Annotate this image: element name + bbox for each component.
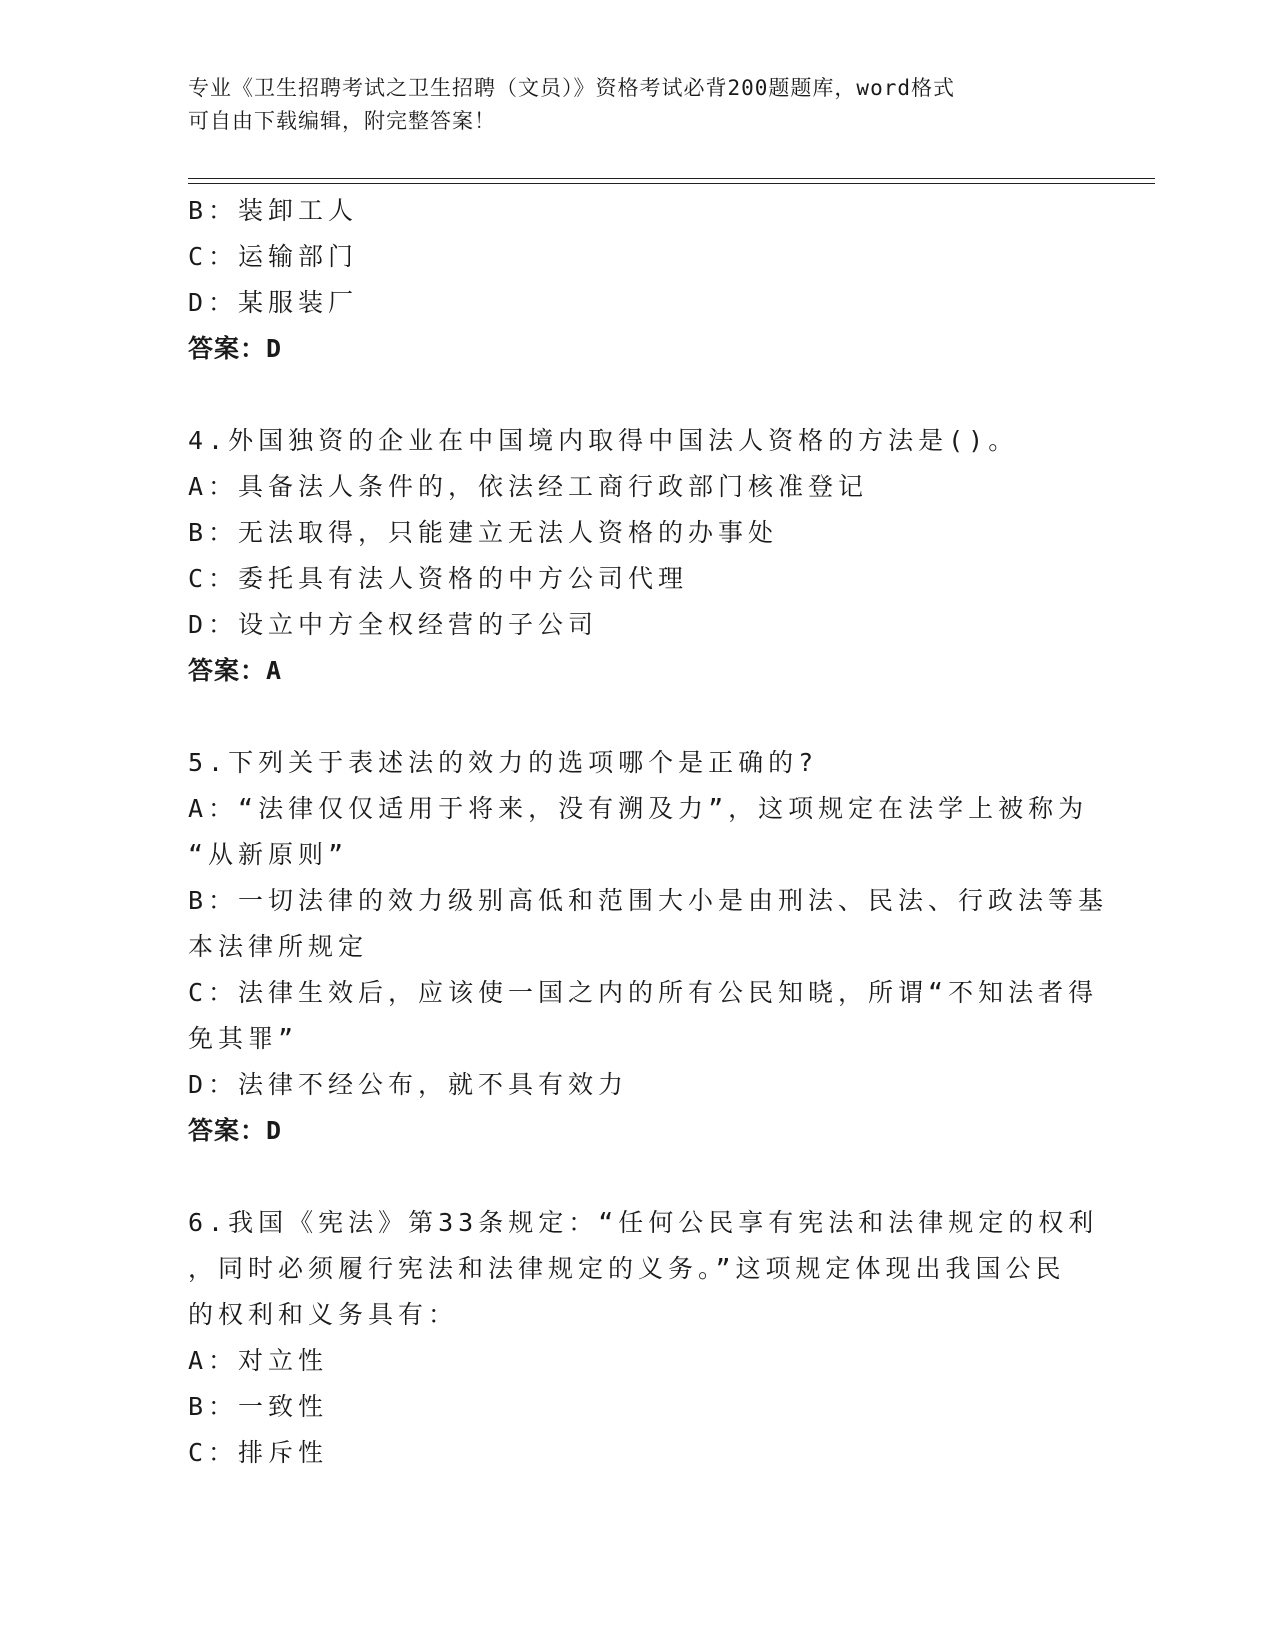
question-5: [188, 740, 1109, 1154]
question-text: 4.外国独资的企业在中国境内取得中国法人资格的方法是()。: [188, 426, 1019, 455]
question-text-line-3: 的权利和义务具有：: [188, 1300, 459, 1329]
option-b: B：一致性: [188, 1392, 329, 1421]
option-d: D：法律不经公布，就不具有效力: [188, 1070, 629, 1099]
option-b-line-2: 本法律所规定: [188, 932, 369, 961]
question-text: 5.下列关于表述法的效力的选项哪个是正确的?: [188, 748, 819, 777]
answer: 答案：A: [188, 656, 283, 685]
option-b: B：装卸工人: [188, 196, 359, 225]
spacer: [188, 1154, 1078, 1200]
option-b-line-1: B：一切法律的效力级别高低和范围大小是由刑法、民法、行政法等基: [188, 886, 1109, 915]
option-c-line-2: 免其罪”: [188, 1024, 299, 1053]
option-d: D：某服装厂: [188, 288, 359, 317]
option-a: A：具备法人条件的，依法经工商行政部门核准登记: [188, 472, 869, 501]
answer: 答案：D: [188, 1116, 283, 1145]
answer: 答案：D: [188, 334, 283, 363]
option-a-line-1: A：“法律仅仅适用于将来，没有溯及力”，这项规定在法学上被称为: [188, 794, 1089, 823]
option-a: A：对立性: [188, 1346, 329, 1375]
option-a-line-2: “从新原则”: [188, 840, 349, 869]
question-text-line-2: ，同时必须履行宪法和法律规定的义务。”这项规定体现出我国公民: [188, 1254, 1066, 1283]
question-content: [188, 188, 1109, 1476]
header-rule-top: [188, 178, 1155, 179]
header-title-line-1: 专业《卫生招聘考试之卫生招聘（文员）》资格考试必背200题题库，word格式: [188, 76, 955, 100]
spacer: [188, 372, 1078, 418]
question-4: [188, 418, 1078, 694]
option-d: D：设立中方全权经营的子公司: [188, 610, 599, 639]
option-c: C：排斥性: [188, 1438, 329, 1467]
header-rule-bottom: [188, 183, 1155, 184]
document-header: [188, 72, 1068, 138]
option-c-line-1: C：法律生效后，应该使一国之内的所有公民知晓，所谓“不知法者得: [188, 978, 1099, 1007]
header-title-line-2: 可自由下载编辑，附完整答案！: [188, 109, 496, 133]
question-3-tail: [188, 188, 1078, 372]
question-text-line-1: 6.我国《宪法》第33条规定：“任何公民享有宪法和法律规定的权利: [188, 1208, 1099, 1237]
question-6: [188, 1200, 1099, 1476]
option-c: C：运输部门: [188, 242, 359, 271]
option-b: B：无法取得，只能建立无法人资格的办事处: [188, 518, 779, 547]
spacer: [188, 694, 1078, 740]
option-c: C：委托具有法人资格的中方公司代理: [188, 564, 689, 593]
